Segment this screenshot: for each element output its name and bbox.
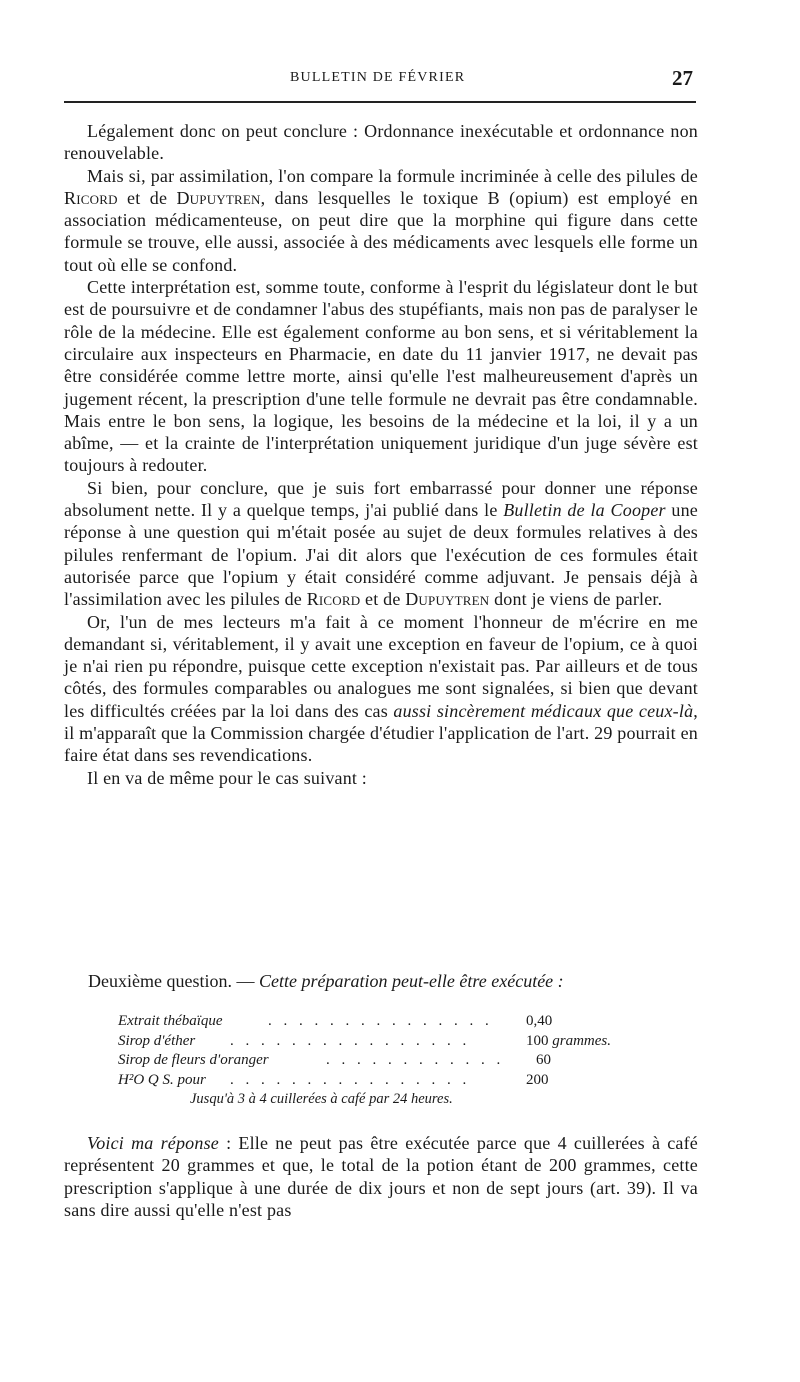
question-text: Cette préparation peut-elle être exécutée : xyxy=(258,971,564,991)
paragraph-4 xyxy=(64,477,698,611)
prescription-row xyxy=(118,1071,658,1091)
quantity-value: 100 xyxy=(526,1032,549,1049)
running-header: BULLETIN DE FÉVRIER xyxy=(290,70,466,85)
paragraph-4-text-a: Si bien, pour conclure, que je suis fort embarrassé pour donner une réponse absolument nette. Il y a quelque temps, j'ai publié dans le xyxy=(64,477,698,521)
answer-paragraph xyxy=(64,1132,698,1221)
answer-body: : Elle ne peut pas être exécutée parce que 4 cuillerées à café représentent 20 grammes et que, le total de la potion étant de 200 grammes, cette prescription s'applique à une durée de dix jours et non de sept jours (art. 39). Il va sans dire aussi qu'elle n'est pas xyxy=(64,1133,699,1220)
paragraph-5-emphasis: aussi sincèrement médicaux que ceux-là xyxy=(393,700,694,721)
paragraph-2-text-e: , dans lesquelles le toxique B (opium) est employé en association médicamenteuse, on peut dire que la morphine qui figure dans cette formule se trouve, elle aussi, associée à des médicaments avec lesquels elle forme un tout où elle se confond. xyxy=(64,187,698,275)
paragraph-5-text-c: , il m'apparaît que la Commission chargée d'étudier l'application de l'art. 29 pourrait en faire état dans ses revendications. xyxy=(64,700,698,766)
paragraph-2-text-a: Mais si, par assimilation, l'on compare la formule incriminée à celle des pilules de xyxy=(87,165,698,186)
answer-label: Voici ma réponse xyxy=(87,1133,219,1153)
ingredient-quantity xyxy=(526,1012,552,1032)
quantity-value: 60 xyxy=(536,1052,551,1068)
ingredient-quantity xyxy=(526,1032,611,1052)
paragraph-2-text-c: et de xyxy=(117,187,177,208)
leader-dots: . . . . . . . . . . . . xyxy=(326,1052,505,1068)
paragraph-5-text-a: Or, l'un de mes lecteurs m'a fait à ce moment l'honneur de m'écrire en me demandant si, véritablement, il y avait une exception en faveur de l'opium, ce à quoi je n'ai rien pu répondre, puisque cette exception n'existait pas. Par ailleurs et de tous côtés, des formules comparables ou analogues me sont signalées, si bien que devant les difficultés créées par la loi dans des cas xyxy=(64,611,698,721)
journal-title: Bulletin de la Cooper xyxy=(503,500,666,521)
leader-dots: . . . . . . . . . . . . . . . . xyxy=(230,1071,471,1088)
prescription-row xyxy=(118,1032,658,1052)
leader-dots: . . . . . . . . . . . . . . . xyxy=(268,1013,493,1029)
name-ricord-2: Ricord xyxy=(306,589,361,610)
quantity-value: 0,40 xyxy=(526,1013,553,1029)
ingredient-name: Sirop de fleurs d'oranger xyxy=(118,1052,269,1068)
ingredient-name: Extrait thébaïque xyxy=(118,1013,223,1029)
paragraph-3: Cette interprétation est, somme toute, conforme à l'esprit du législateur dont le but est de poursuivre et de condamner l'abus des stupéfiants, mais non pas de paralyser le rôle de la médecine. Elle est également conforme au bon sens, et si véritablement la circulaire aux inspecteurs en Pharmacie, en date du 11 janvier 1917, ne devait pas être considérée comme lettre morte, ainsi qu'elle l'est malheureusement d'après un jugement récent, la prescription d'une telle formule ne devrait pas être condamnable. Mais entre le bon sens, la logique, les besoins de la médecine et la loi, il y a un abîme, — et la crainte de l'interprétation uniquement juridique d'un juge sévère est toujours à redouter. xyxy=(64,277,698,476)
name-dupuytren-2: Dupuytren xyxy=(405,589,490,610)
prescription-row xyxy=(118,1012,658,1032)
leader-dots: . . . . . . . . . . . . . . . . xyxy=(230,1032,471,1049)
question-line xyxy=(88,970,698,992)
paragraph-6: Il en va de même pour le cas suivant : xyxy=(87,767,368,788)
ingredient-quantity xyxy=(536,1051,551,1071)
answer-text xyxy=(64,1132,698,1221)
paragraph-4-text-c: une réponse à une question qui m'était posée au sujet de deux formules relatives à des pilules renfermant de l'opium. J'ai dit alors que l'exécution de ces formules était autorisée parce que l'opium y était considéré comme adjuvant. Je pensais déjà à l'assimilation avec les pilules de xyxy=(64,500,698,610)
paragraph-5 xyxy=(64,611,698,767)
body-text xyxy=(64,120,698,789)
name-ricord: Ricord xyxy=(64,187,118,208)
prescription-block xyxy=(118,1012,658,1107)
paragraph-4-text-e: et de xyxy=(360,589,406,610)
quantity-value: 200 xyxy=(526,1071,549,1088)
paragraph-4-text-g: dont je viens de parler. xyxy=(489,589,663,610)
paragraph-2 xyxy=(64,165,698,276)
page-number: 27 xyxy=(672,66,693,90)
ingredient-name: H²O Q S. pour xyxy=(118,1071,206,1088)
ingredient-quantity xyxy=(526,1071,549,1091)
ingredient-name: Sirop d'éther xyxy=(118,1032,196,1049)
name-dupuytren: Dupuytren xyxy=(176,187,261,208)
paragraph-1: Légalement donc on peut conclure : Ordonnance inexécutable et ordonnance non renouvelable. xyxy=(64,121,698,164)
prescription-row xyxy=(118,1051,658,1071)
question-label: Deuxième question. — xyxy=(88,971,259,991)
quantity-unit: grammes. xyxy=(548,1032,611,1049)
dosage-note: Jusqu'à 3 à 4 cuillerées à café par 24 heures. xyxy=(190,1091,453,1107)
header-rule xyxy=(64,101,696,103)
